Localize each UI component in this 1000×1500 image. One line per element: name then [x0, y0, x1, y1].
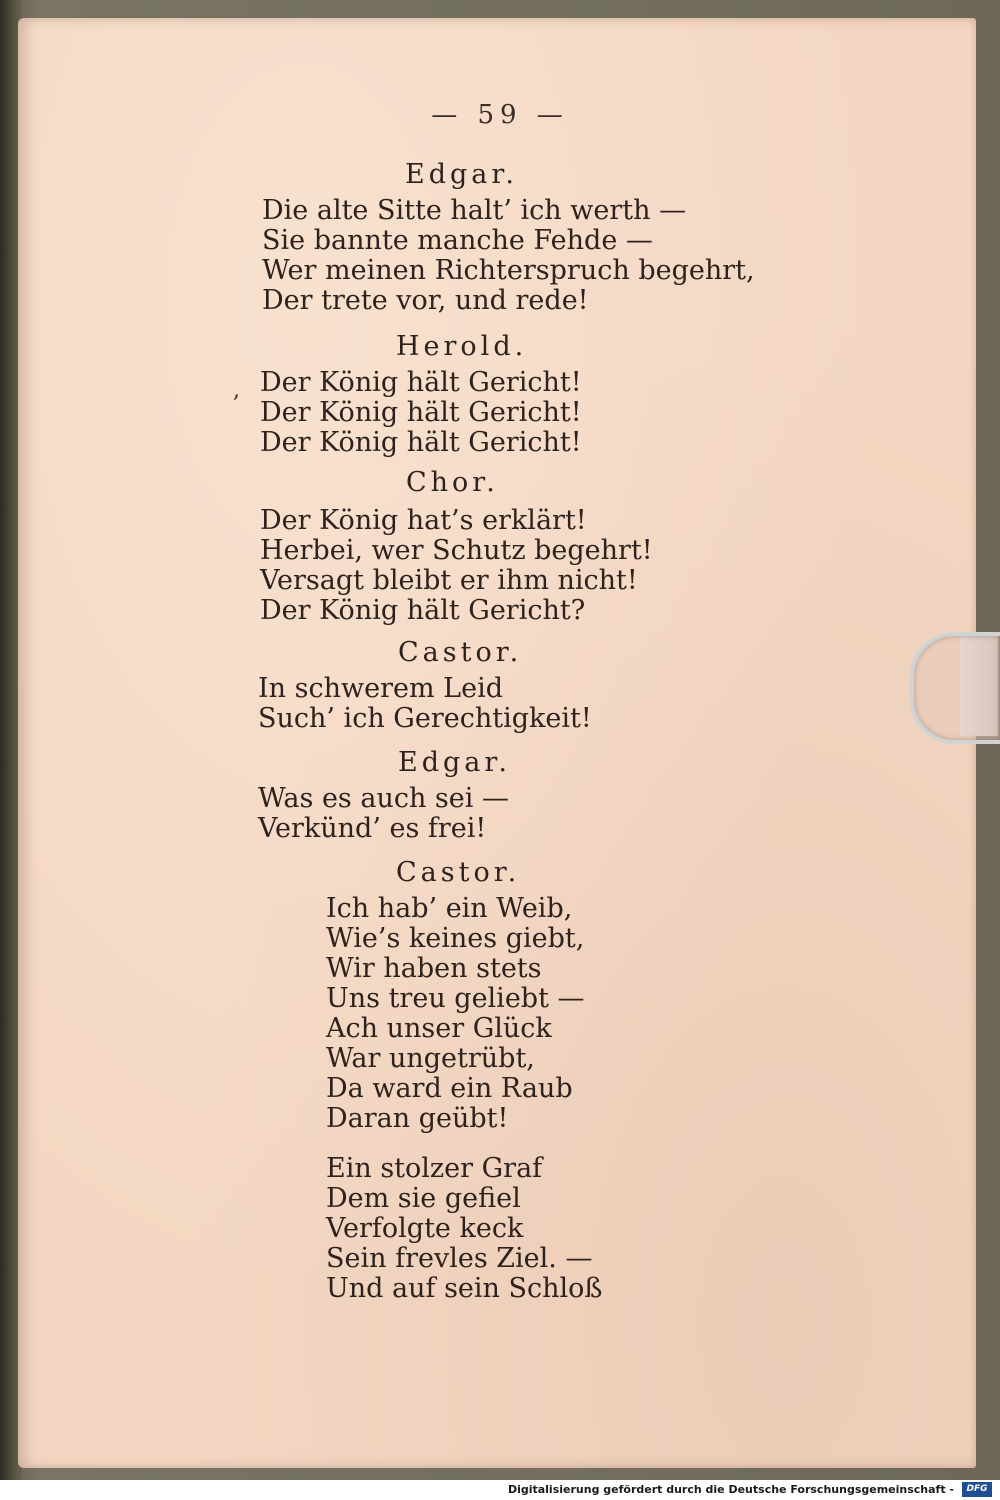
speaker-label: Edgar. [405, 159, 518, 190]
verse-line: Der König hält Gericht? [260, 595, 586, 626]
paper-clip [910, 632, 1000, 744]
funding-notice: Digitalisierung gefördert durch die Deutsche Forschungsgemeinschaft - [507, 1483, 954, 1496]
verse-line: Wie’s keines giebt, [326, 923, 585, 954]
verse-line: Der König hält Gericht! [260, 367, 582, 398]
dfg-logo-icon: DFG [962, 1482, 992, 1497]
verse-line: Der König hat’s erklärt! [260, 505, 587, 536]
verse-line: In schwerem Leid [258, 673, 503, 704]
verse-line: Sie bannte manche Fehde — [262, 225, 653, 256]
verse-line: Und auf sein Schloß [326, 1273, 603, 1304]
verse-line: Wer meinen Richterspruch begehrt, [262, 255, 755, 286]
verse-line: Ein stolzer Graf [326, 1153, 543, 1184]
verse-line: Herbei, wer Schutz begehrt! [260, 535, 653, 566]
stray-mark: , [233, 378, 240, 403]
speaker-label: Castor. [396, 857, 521, 888]
verse-line: Da ward ein Raub [326, 1073, 573, 1104]
verse-line: Ach unser Glück [326, 1013, 552, 1044]
verse-line: Uns treu geliebt — [326, 983, 585, 1014]
verse-line: Dem sie gefiel [326, 1183, 521, 1214]
verse-line: Der König hält Gericht! [260, 397, 582, 428]
footer-bar [0, 1480, 1000, 1500]
verse-line: Sein frevles Ziel. — [326, 1243, 593, 1274]
verse-line: Verkünd’ es frei! [258, 813, 487, 844]
verse-line: Wir haben stets [326, 953, 542, 984]
verse-line: Versagt bleibt er ihm nicht! [260, 565, 638, 596]
verse-line: Was es auch sei — [258, 783, 509, 814]
speaker-label: Edgar. [398, 747, 511, 778]
verse-line: War ungetrübt, [326, 1043, 535, 1074]
verse-line: Die alte Sitte halt’ ich werth — [262, 195, 687, 226]
page-number: — 59 — [431, 100, 569, 130]
speaker-label: Castor. [398, 637, 523, 668]
speaker-label: Chor. [406, 467, 499, 498]
verse-line: Such’ ich Gerechtigkeit! [258, 703, 592, 734]
verse-line: Verfolgte keck [326, 1213, 524, 1244]
verse-line: Ich hab’ ein Weib, [326, 893, 573, 924]
speaker-label: Herold. [396, 331, 528, 362]
verse-line: Der trete vor, und rede! [262, 285, 589, 316]
verse-line: Der König hält Gericht! [260, 427, 582, 458]
verse-line: Daran geübt! [326, 1103, 509, 1134]
